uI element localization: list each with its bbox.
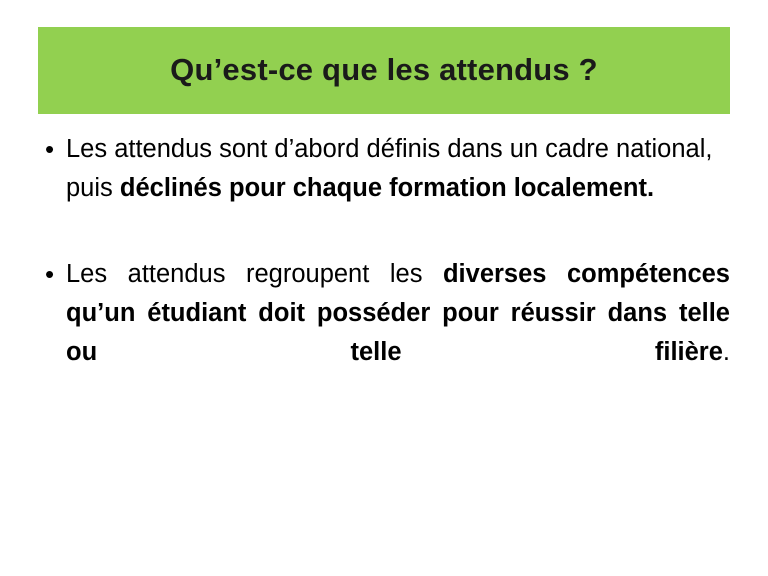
title-band — [38, 27, 730, 114]
paragraph-2-text: Les attendus regroupent les diverses compétences qu’un étudiant doit posséder pour réussir dans telle ou telle filière. — [66, 260, 730, 366]
paragraph-1-text: Les attendus sont d’abord définis dans un cadre national, puis déclinés pour chaque formation localement. — [66, 135, 713, 202]
bullet-icon: • — [45, 259, 55, 289]
page-title: Qu’est-ce que les attendus ? — [170, 52, 598, 88]
bullet-icon: • — [45, 134, 55, 164]
list-item — [40, 130, 730, 208]
slide-body — [40, 130, 730, 411]
list-item — [40, 255, 730, 411]
